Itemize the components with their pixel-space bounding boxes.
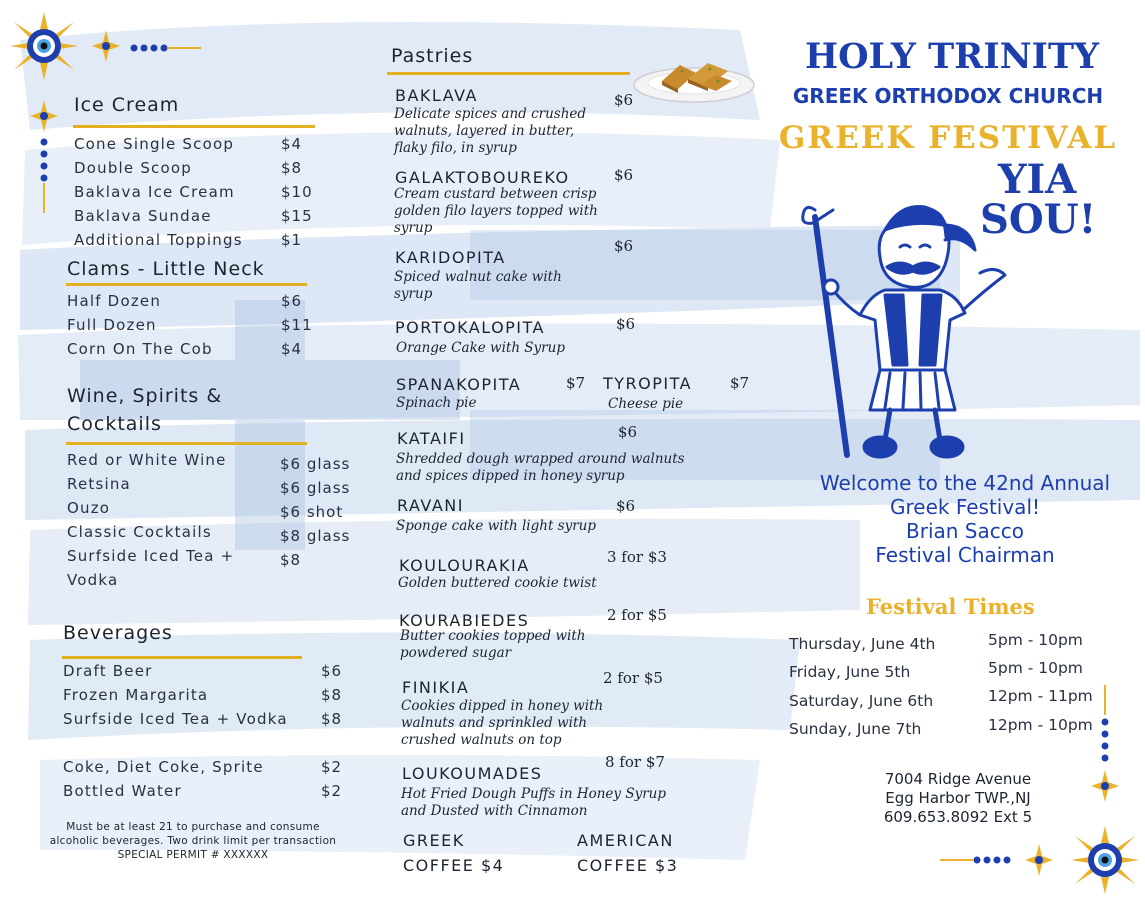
menu-item-name: Ouzo [67, 499, 111, 517]
menu-item-price: $8 [281, 159, 303, 177]
menu-item-price: $6 glass [280, 455, 351, 473]
menu-item-name: Frozen Margarita [63, 686, 209, 704]
pastry-price: 2 for $5 [607, 606, 667, 624]
pastry-description [400, 628, 585, 662]
greeting-sou: SOU! [980, 196, 1097, 243]
welcome-line: Greek Festival! [889, 495, 1041, 519]
pastry-price: $6 [616, 497, 636, 515]
menu-item-name: Half Dozen [67, 292, 162, 310]
menu-item-price: $8 [321, 710, 343, 728]
pastry-price: 8 for $7 [605, 753, 665, 771]
menu-item-price: $2 [321, 782, 343, 800]
beverages-title: Beverages [63, 622, 173, 644]
address-phone: 609.653.8092 Ext 5 [883, 808, 1033, 826]
pastry-name: BAKLAVA [395, 86, 478, 105]
pastry-name: TYROPITA [603, 374, 693, 393]
menu-item-name: Baklava Ice Cream [74, 183, 235, 201]
times-hours: 12pm - 10pm [988, 716, 1093, 734]
pastry-price: $6 [614, 166, 634, 184]
pastry-description [396, 451, 685, 485]
greek-man-mascot-icon [775, 195, 1015, 470]
pastry-description [398, 575, 597, 592]
menu-item-price: $10 [281, 183, 313, 201]
pastry-name: LOUKOUMADES [402, 764, 543, 783]
desc-line: Sponge cake with light syrup [396, 518, 597, 534]
desc-line: Cheese pie [608, 396, 684, 412]
pastry-name: SPANAKOPITA [396, 375, 522, 394]
menu-item-name: Corn On The Cob [67, 340, 213, 358]
wine-title-line2: Cocktails [67, 413, 162, 435]
desc-line: flaky filo, in syrup [394, 140, 517, 156]
times-hours: 12pm - 11pm [988, 687, 1093, 705]
pastry-name: GALAKTOBOUREKO [395, 168, 570, 187]
times-day: Saturday, June 6th [789, 692, 934, 710]
times-day: Sunday, June 7th [789, 720, 922, 738]
pastry-description [394, 106, 586, 157]
pastry-description [396, 395, 476, 412]
pastry-description [396, 340, 565, 357]
church-name: HOLY TRINITY [805, 36, 1099, 77]
desc-line: Delicate spices and crushed [394, 106, 587, 122]
church-address [858, 770, 1058, 827]
desc-line: walnuts and sprinkled with [401, 715, 588, 731]
desc-line: Orange Cake with Syrup [396, 340, 565, 356]
festival-title: GREEK FESTIVAL [778, 120, 1118, 156]
desc-line: powdered sugar [400, 645, 512, 661]
menu-item-name-continued: Vodka [67, 571, 119, 589]
chairman-name: Brian Sacco [906, 519, 1024, 543]
pastry-description [396, 518, 596, 535]
address-street: 7004 Ridge Avenue [884, 770, 1032, 788]
times-hours: 5pm - 10pm [988, 631, 1083, 649]
desc-line: Butter cookies topped with [400, 628, 586, 644]
menu-item-price: $6 shot [280, 503, 344, 521]
desc-line: Hot Fried Dough Puffs in Honey Syrup [401, 786, 666, 802]
menu-item-price: $4 [281, 340, 303, 358]
pastries-title: Pastries [391, 45, 474, 67]
notice-line: alcoholic beverages. Two drink limit per transaction [49, 835, 337, 847]
pastry-description [608, 396, 683, 413]
wine-title-line1: Wine, Spirits & [67, 385, 223, 407]
menu-item-name: Additional Toppings [74, 231, 243, 249]
greek-coffee-label: GREEK [403, 831, 465, 850]
section-divider [62, 656, 302, 659]
pastry-price: 2 for $5 [603, 669, 663, 687]
section-divider [66, 442, 307, 445]
desc-line: golden filo layers topped with [394, 203, 598, 219]
pastry-price: $6 [614, 237, 634, 255]
menu-item-price: $6 glass [280, 479, 351, 497]
pastry-price: $6 [614, 91, 634, 109]
greek-coffee-price: COFFEE $4 [403, 856, 505, 875]
menu-item-name: Draft Beer [63, 662, 153, 680]
desc-line: syrup [394, 220, 433, 236]
pastry-price: $7 [730, 374, 750, 392]
desc-line: walnuts, layered in butter, [394, 123, 575, 139]
pastry-description [401, 698, 603, 749]
pastry-name: KARIDOPITA [395, 248, 506, 267]
pastry-price: $6 [618, 423, 638, 441]
menu-item-name: Coke, Diet Coke, Sprite [63, 758, 264, 776]
welcome-message [798, 471, 1132, 567]
desc-line: and spices dipped in honey syrup [396, 468, 625, 484]
chairman-title: Festival Chairman [875, 543, 1055, 567]
desc-line: syrup [394, 286, 433, 302]
menu-item-price: $6 [321, 662, 343, 680]
pastry-description [394, 269, 562, 303]
pastry-name: FINIKIA [402, 678, 470, 697]
pastry-name: RAVANI [397, 496, 464, 515]
church-subtitle: GREEK ORTHODOX CHURCH [792, 84, 1104, 108]
menu-item-name: Bottled Water [63, 782, 182, 800]
menu-item-price: $8 glass [280, 527, 351, 545]
menu-item-price: $1 [281, 231, 303, 249]
desc-line: Spiced walnut cake with [394, 269, 562, 285]
menu-item-name: Baklava Sundae [74, 207, 212, 225]
menu-item-price: $8 [280, 551, 302, 569]
desc-line: Spinach pie [396, 395, 477, 411]
baklava-plate-icon [632, 55, 757, 105]
desc-line: Shredded dough wrapped around walnuts [396, 451, 685, 467]
pastry-price: $6 [616, 315, 636, 333]
address-city: Egg Harbor TWP.,NJ [885, 789, 1031, 807]
desc-line: Golden buttered cookie twist [398, 575, 597, 591]
alcohol-notice [18, 820, 368, 862]
menu-item-name: Classic Cocktails [67, 523, 212, 541]
american-coffee-label: AMERICAN [577, 831, 674, 850]
section-divider [387, 72, 630, 75]
section-divider [73, 125, 315, 128]
menu-item-name: Full Dozen [67, 316, 157, 334]
menu-item-price: $11 [281, 316, 313, 334]
pastry-price: 3 for $3 [607, 548, 667, 566]
menu-item-price: $6 [281, 292, 303, 310]
times-day: Thursday, June 4th [789, 635, 936, 653]
pastry-description [401, 786, 666, 820]
notice-line: Must be at least 21 to purchase and consume [66, 821, 320, 833]
welcome-line: Welcome to the 42nd Annual [819, 471, 1111, 495]
permit-line: SPECIAL PERMIT # XXXXXX [117, 849, 269, 861]
greeting-yia: YIA [998, 156, 1077, 203]
times-day: Friday, June 5th [789, 663, 911, 681]
desc-line: crushed walnuts on top [401, 732, 562, 748]
menu-item-name: Surfside Iced Tea + Vodka [63, 710, 288, 728]
pastry-name: PORTOKALOPITA [395, 318, 545, 337]
menu-item-name: Retsina [67, 475, 131, 493]
menu-item-price: $8 [321, 686, 343, 704]
pastry-price: $7 [566, 374, 586, 392]
ice-cream-title: Ice Cream [74, 94, 180, 116]
menu-item-name: Surfside Iced Tea + [67, 547, 235, 565]
menu-item-name: Double Scoop [74, 159, 192, 177]
desc-line: and Dusted with Cinnamon [401, 803, 588, 819]
menu-item-price: $2 [321, 758, 343, 776]
menu-item-price: $4 [281, 135, 303, 153]
times-hours: 5pm - 10pm [988, 659, 1083, 677]
pastry-name: KOURABIEDES [399, 611, 530, 630]
clams-title: Clams - Little Neck [67, 258, 265, 280]
desc-line: Cream custard between crisp [394, 186, 597, 202]
desc-line: Cookies dipped in honey with [401, 698, 604, 714]
pastry-description [394, 186, 598, 237]
pastry-name: KATAIFI [397, 429, 466, 448]
pastry-name: KOULOURAKIA [399, 556, 530, 575]
menu-item-name: Red or White Wine [67, 451, 227, 469]
section-divider [66, 283, 307, 286]
american-coffee-price: COFFEE $3 [577, 856, 679, 875]
festival-times-title: Festival Times [866, 594, 1035, 619]
menu-item-price: $15 [281, 207, 313, 225]
menu-item-name: Cone Single Scoop [74, 135, 235, 153]
